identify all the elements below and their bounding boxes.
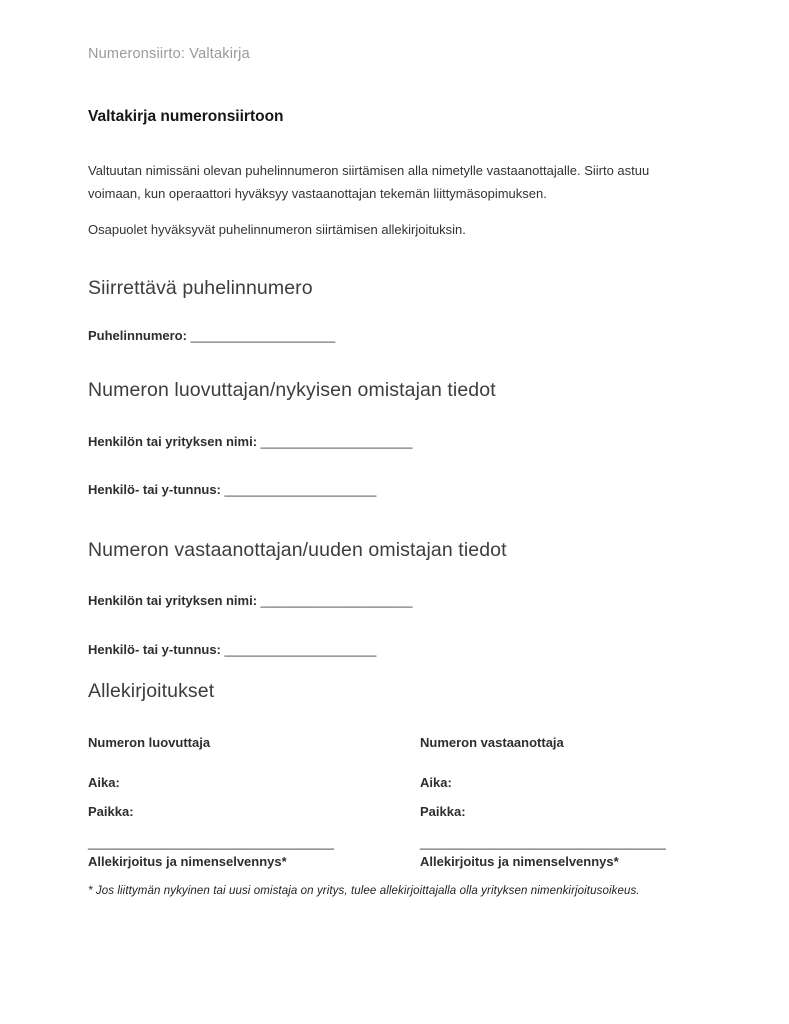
donor-section-heading: Numeron luovuttajan/nykyisen omistajan tiedot	[88, 379, 496, 401]
intro-paragraph-2: Osapuolet hyväksyvät puhelinnumeron siirtämisen allekirjoituksin.	[88, 222, 466, 237]
donor-signature-line[interactable]: __________________________________	[88, 835, 334, 850]
donor-signature-caption: Allekirjoitus ja nimenselvennys*	[88, 854, 287, 869]
document-header: Numeronsiirto: Valtakirja	[88, 46, 250, 62]
footnote: * Jos liittymän nykyinen tai uusi omistaja on yritys, tulee allekirjoittajalla olla yrityksen nimenkirjoitusoikeus.	[88, 885, 640, 897]
donor-place-label: Paikka:	[88, 804, 134, 819]
recipient-signature-caption: Allekirjoitus ja nimenselvennys*	[420, 854, 619, 869]
recipient-date-label: Aika:	[420, 775, 452, 790]
recipient-id-field	[88, 642, 703, 657]
donor-id-field	[88, 482, 703, 497]
donor-name-label: Henkilön tai yrityksen nimi:	[88, 434, 258, 449]
recipient-id-fill-line[interactable]: _____________________	[224, 642, 377, 657]
phone-number-field	[88, 328, 703, 343]
signatures-grid	[88, 703, 703, 869]
recipient-name-field	[88, 593, 703, 608]
recipient-name-fill-line[interactable]: _____________________	[260, 593, 413, 608]
phone-number-label: Puhelinnumero:	[88, 328, 187, 343]
phone-number-fill-line[interactable]: ____________________	[190, 328, 336, 343]
donor-date-label: Aika:	[88, 775, 120, 790]
intro-paragraph-1: Valtuutan nimissäni olevan puhelinnumeron siirtämisen alla nimetylle vastaanottajalle. Siirto astuu voimaan, kun operaattori hyväksyy vastaanottajan tekemän liittymäsopimuksen.	[88, 163, 650, 201]
recipient-place-label: Paikka:	[420, 804, 466, 819]
document-title: Valtakirja numeronsiirtoon	[88, 108, 284, 125]
phone-section-heading: Siirrettävä puhelinnumero	[88, 277, 313, 299]
recipient-name-label: Henkilön tai yrityksen nimi:	[88, 593, 258, 608]
recipient-party-label: Numeron vastaanottaja	[420, 735, 564, 750]
donor-id-fill-line[interactable]: _____________________	[224, 482, 377, 497]
donor-name-field	[88, 434, 703, 449]
recipient-section-heading: Numeron vastaanottajan/uuden omistajan tiedot	[88, 539, 507, 561]
donor-party-label: Numeron luovuttaja	[88, 735, 211, 750]
donor-name-fill-line[interactable]: _____________________	[260, 434, 413, 449]
signatures-section-heading: Allekirjoitukset	[88, 680, 215, 702]
recipient-signature-line[interactable]: __________________________________	[420, 835, 666, 850]
recipient-id-label: Henkilö- tai y-tunnus:	[88, 642, 221, 657]
donor-id-label: Henkilö- tai y-tunnus:	[88, 482, 221, 497]
